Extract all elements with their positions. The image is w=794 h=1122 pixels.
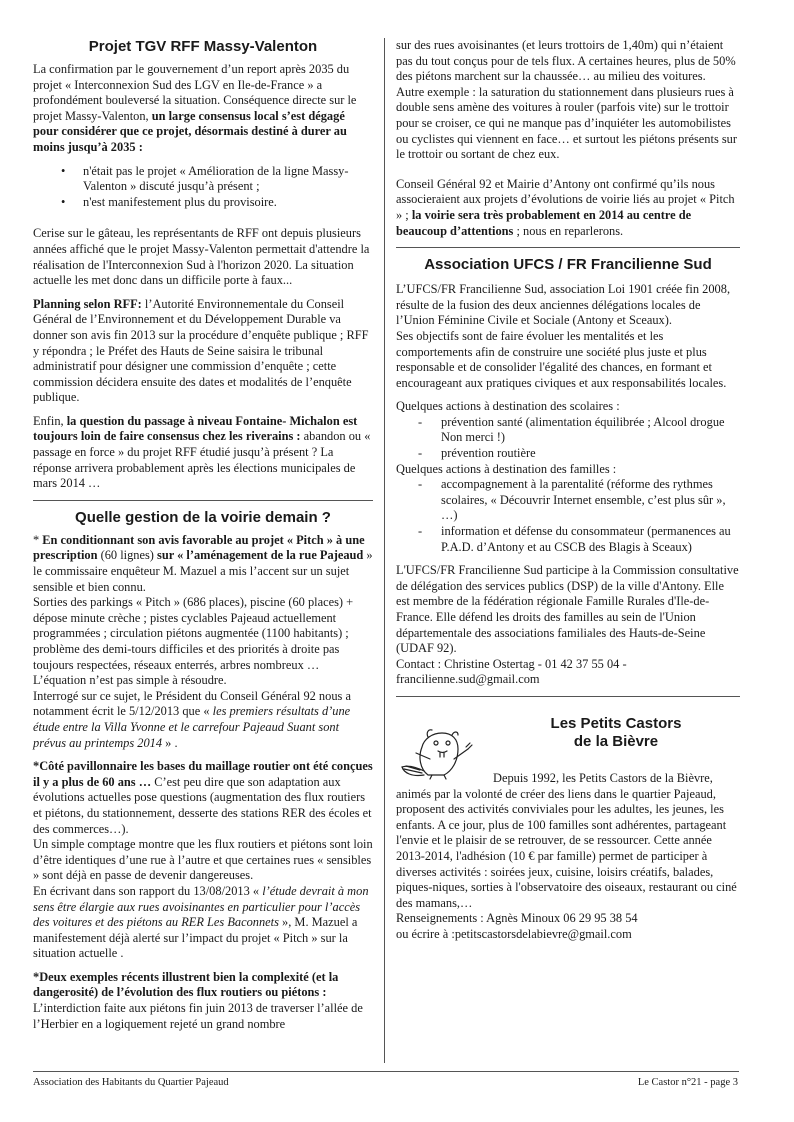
list-item-text: prévention santé (alimentation équilibrée ; Alcool drogue Non merci !) xyxy=(441,414,725,445)
bullet-icon: • xyxy=(61,194,66,209)
dash-icon: - xyxy=(418,477,423,492)
voirie-continued-paragraph-2: Autre exemple : la saturation du stationnement dans plusieurs rues à double sens amène des voitures à rouler (parfois vite) sur le trottoir pour se croiser, ce qui ne manque pas d’inquiéter les automobilistes ou cyclistes qui viennent en face… et surtout les piétons présents sur le trottoir ou sortant de chez eux. xyxy=(396,84,738,162)
text: La confirmation par le gouvernement d’un report après 2035 du projet « Interconnexion Sud des LGV en Ile-de-France » a profondément bouleversé la situation. Conséquence directe sur le projet Massy-Valenton, xyxy=(33,62,357,123)
dash-icon: - xyxy=(418,414,423,429)
dash-icon: - xyxy=(418,524,423,539)
footer-divider xyxy=(33,1071,739,1072)
section-title-tgv: Projet TGV RFF Massy-Valenton xyxy=(88,38,318,55)
beaver-drawing-icon xyxy=(398,719,478,781)
text: l’Autorité Environnementale du Conseil Général de l’Environnement et du Développement Durable va donner son avis fin 2013 sur la procédure d’enquête publique ; RFF y répondra ; le Préfet des Hauts de Seine saisira le tribunal administratif pour désigner une commission d’enquête ; cette commission décidera ensuite des dates et modalités de l’enquête publique. xyxy=(33,296,369,405)
section-title-castors xyxy=(516,715,716,751)
voirie-paragraph-2 xyxy=(33,759,373,962)
right-column xyxy=(396,38,740,943)
text: Un simple comptage montre que les flux routiers et piétons sont loin d’être identiques d’une rue à l’autre et que certaines rues « sensibles » sont déjà en passe de devenir dangereuses. xyxy=(33,837,373,883)
column-divider xyxy=(384,38,385,1063)
list-item xyxy=(396,415,740,446)
ufcs-paragraph-2: Ses objectifs sont de faire évoluer les mentalités et les comportements afin de construire une société plus juste et plus responsable et de consolider l'égalité des chances, en formant et encourageant aux pratiques civiques et aux responsabilités locales. xyxy=(396,328,727,390)
bold-text: *Deux exemples récents illustrent bien la complexité (et la dangerosité) de l’évolution des flux routiers ou piétons : xyxy=(33,969,339,1000)
ufcs-list-familles xyxy=(396,477,740,555)
title-line: de la Bièvre xyxy=(573,732,659,750)
italic-quote: l’étude devrait à mon sens être élargie aux rues avoisinantes en particulier pour l’accès des voitures et des piétons au RER Les Baconnets xyxy=(33,883,369,930)
section-divider xyxy=(396,247,740,248)
tgv-bullet-list xyxy=(33,164,373,211)
ufcs-paragraph-3: L'UFCS/FR Francilienne Sud participe à la Commission consultative de délégation des services publics (DSP) de la ville d'Antony. Elle est membre de la fédération régionale Famille Rurales d'Ile-de-France. Elle défend les droits des familles au sein de l'Union départementale des associations familiales des Hauts-de-Seine (UDAF 92). xyxy=(396,563,739,656)
voirie-continued-paragraph-3 xyxy=(396,177,740,239)
list-item-text: prévention routière xyxy=(441,446,536,461)
list-item xyxy=(396,446,740,462)
tgv-paragraph-1 xyxy=(33,62,373,156)
text: » le commissaire enquêteur M. Mazuel a mis l’accent sur un sujet sensible et bien connu. xyxy=(33,548,373,594)
list-item xyxy=(33,195,373,211)
castors-header xyxy=(396,705,740,771)
text: L’interdiction faite aux piétons fin juin 2013 de traverser l’allée de l’Herbier en a logiquement rejeté un grand nombre xyxy=(33,1001,363,1031)
section-title-ufcs: Association UFCS / FR Francilienne Sud xyxy=(424,256,712,274)
text: * xyxy=(33,532,43,547)
text: Interrogé sur ce sujet, le Président du Conseil Général 92 nous a notamment écrit le 5/12/2013 que « xyxy=(33,688,351,719)
list-item-text: accompagnement à la parentalité (réforme des rythmes scolaires, « Découvrir Internet ensemble, c’est plus sûr », …) xyxy=(441,477,726,523)
bold-text: la voirie sera très probablement en 2014 au centre de beaucoup d’attentions xyxy=(396,207,692,238)
castors-email: ou écrire à :petitscastorsdelabievre@gmail.com xyxy=(396,926,632,941)
text: abandon ou « passage en force » du projet RFF étudié jusqu’à présent ? La réponse arrivera probablement après les élections municipales de mars 2014 … xyxy=(33,429,371,491)
castors-info: Renseignements : Agnès Minoux 06 29 95 38 54 xyxy=(396,911,638,926)
title-line: Les Petits Castors xyxy=(550,714,682,732)
left-column xyxy=(33,38,373,1040)
castors-body xyxy=(396,771,740,943)
text: Conseil Général 92 et Mairie d’Antony ont confirmé qu’ils nous associeraient aux projets d’évolutions de voirie liés au projet « Pitch » ; xyxy=(396,176,735,222)
bold-text: Planning selon RFF: xyxy=(33,296,142,311)
ufcs-subheading-familles: Quelques actions à destination des familles : xyxy=(396,461,617,476)
bold-text: un large consensus local s’est dégagé pour considérer que ce projet, désormais destiné à durer au moins jusqu’à 2035 : xyxy=(33,108,347,154)
ufcs-contact: Contact : Christine Ostertag - 01 42 37 55 04 - francilienne.sud@gmail.com xyxy=(396,656,627,687)
tgv-paragraph-3 xyxy=(33,297,373,406)
bold-text: la question du passage à niveau Fontaine- Michalon est toujours loin de faire consensus chez les riverains : xyxy=(33,413,358,444)
italic-quote: les premiers résultats d’une étude entre la Villa Yvonne et le carrefour Pajeaud Suant sont prévus au printemps 2014 xyxy=(33,704,351,750)
section-divider xyxy=(33,500,373,501)
ufcs-subheading-scolaires: Quelques actions à destination des scolaires : xyxy=(396,399,620,414)
list-item xyxy=(396,477,740,524)
text: En écrivant dans son rapport du 13/08/2013 « xyxy=(33,883,263,898)
tgv-paragraph-2: Cerise sur le gâteau, les représentants de RFF ont depuis plusieurs années affiché que le projet Massy-Valenton permettait d'attendre la réalisation de l'Interconnexion Sud à l'horizon 2020. La situation actuelle les met donc dans un difficile porte à faux... xyxy=(33,226,370,288)
footer-association: Association des Habitants du Quartier Pajeaud xyxy=(33,1077,229,1088)
list-item xyxy=(396,524,740,555)
voirie-paragraph-3 xyxy=(33,970,373,1032)
list-item-text: n'était pas le projet « Amélioration de la ligne Massy- Valenton » discuté jusqu’à présent ; xyxy=(83,163,349,194)
text: » . xyxy=(162,735,178,750)
bold-text: En conditionnant son avis favorable au projet « Pitch » à une prescription xyxy=(33,532,365,563)
list-item-text: n'est manifestement plus du provisoire. xyxy=(83,194,277,209)
bold-text: sur « l’aménagement de la rue Pajeaud xyxy=(157,548,364,563)
section-title-voirie: Quelle gestion de la voirie demain ? xyxy=(75,508,331,526)
voirie-continued-paragraph-1: sur des rues avoisinantes (et leurs trottoirs de 1,40m) qui n’étaient pas du tout conçus pour de tels flux. A certaines heures, plus de 50% des piétons marchent sur la chaussée… au milieu des voitures. xyxy=(396,38,736,84)
text: », M. Mazuel a manifestement déjà alerté sur l’impact du projet « Pitch » sur la situation actuelle . xyxy=(33,915,358,961)
text: Enfin, xyxy=(33,413,67,428)
text: C’est peu dire que son adaptation aux évolutions actuelles pose questions (augmentation des flux routiers et piétons, du stationnement, desserte des stations RER des écoles et des commerces…). xyxy=(33,774,372,836)
list-item-text: information et défense du consommateur (permanences au P.A.D. d’Antony et au CSCB des Blagis à Sceaux) xyxy=(441,524,731,554)
text: (60 lignes) xyxy=(97,548,158,563)
tgv-paragraph-4 xyxy=(33,414,373,492)
text: ; nous en reparlerons. xyxy=(513,223,624,238)
list-item xyxy=(33,164,373,195)
voirie-paragraph-1 xyxy=(33,533,373,751)
text: Sorties des parkings « Pitch » (686 places), piscine (60 places) + dépose minute crèche ; pistes cyclables Pajeaud actuellement programmées ; circulation piétons augmentée (1100 habitants) ; problème des demi-tours difficiles et des priorités à droite pas toujours respectées, réseaux enterrés, arbres nombreux … L’équation n’est pas simple à résoudre. xyxy=(33,595,354,688)
ufcs-list-scolaires xyxy=(396,415,740,462)
section-divider xyxy=(396,696,740,697)
bold-text: *Côté pavillonnaire les bases du maillage routier ont été conçues il y a plus de 60 ans … xyxy=(33,759,373,789)
footer-page-number: Le Castor n°21 - page 3 xyxy=(637,1077,738,1088)
bullet-icon: • xyxy=(61,163,66,178)
dash-icon: - xyxy=(418,446,423,461)
castors-paragraph-1: Depuis 1992, les Petits Castors de la Bièvre, animés par la volonté de créer des liens dans le quartier Pajeaud, proposent des activités conviviales pour les adultes, les jeunes, les enfants. A ce jour, plus de 100 familles sont adhérentes, partageant l'envie et le plaisir de se retrouver, de se ressourcer. Cette année 2013-2014, l'adhésion (10 € par famille) permet de participer à diverses activités : soirées jeux, cuisine, loisirs créatifs, balades, piques-niques, sorties à l'observatoire des oiseaux, restaurant ou ciné des mamans,… xyxy=(396,770,737,910)
ufcs-paragraph-1: L’UFCS/FR Francilienne Sud, association Loi 1901 créée fin 2008, résulte de la fusion des deux anciennes délégations locales de l’Union Féminine Civile et Sociale (Antony et Sceaux). xyxy=(396,282,731,328)
